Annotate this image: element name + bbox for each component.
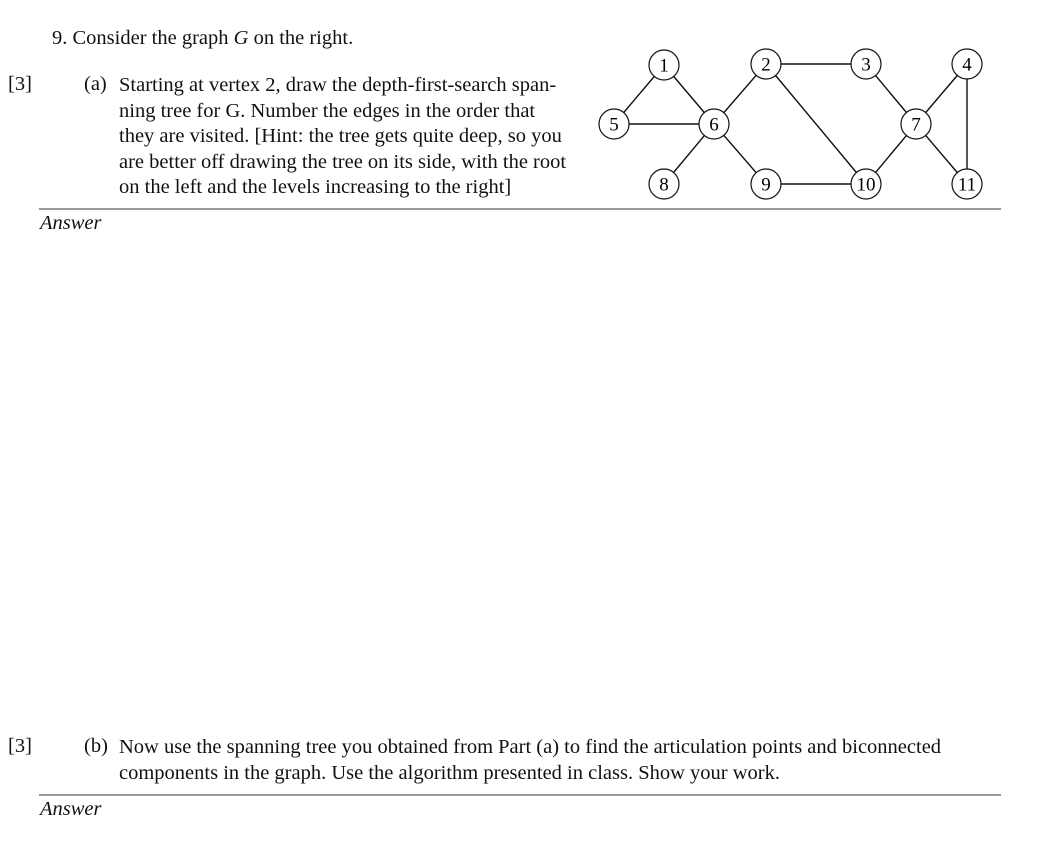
graph-vertex-7 [901, 109, 931, 139]
part-b-line: components in the graph. Use the algorithm presented in class. Show your work. [119, 761, 780, 784]
vertex-label: 11 [957, 174, 977, 196]
divider [39, 794, 1001, 796]
part-b-label: (b) [84, 735, 108, 757]
vertex-label: 4 [962, 54, 972, 76]
graph-figure [0, 0, 1058, 215]
part-a-line: they are visited. [Hint: the tree gets quite deep, so you [119, 125, 562, 147]
vertex-label: 3 [861, 54, 871, 76]
part-a-label: (a) [84, 73, 107, 95]
graph-vertex-11 [952, 169, 982, 199]
vertex-label: 5 [609, 114, 619, 136]
vertex-label: 10 [856, 174, 876, 196]
part-a-line: on the left and the levels increasing to the right] [119, 176, 512, 198]
part-b-line: Now use the spanning tree you obtained from Part (a) to find the articulation points and biconnected [119, 736, 942, 758]
part-a-line: ning tree for G. Number the edges in the order that [119, 99, 536, 122]
part-b-text [119, 735, 1001, 786]
graph-vertex-1 [649, 50, 679, 80]
graph-vertex-6 [699, 109, 729, 139]
graph-vertex-4 [952, 49, 982, 79]
vertex-label: 7 [911, 114, 921, 136]
graph-vertex-3 [851, 49, 881, 79]
part-a-line: Starting at vertex 2, draw the depth-first-search span- [119, 74, 557, 96]
graph-edge-2-10 [766, 64, 866, 184]
vertex-label: 2 [761, 54, 771, 76]
graph-variable: G [233, 27, 249, 49]
graph-vertex-9 [751, 169, 781, 199]
vertex-label: 6 [709, 114, 719, 136]
intro-text: Consider the graph [72, 27, 234, 49]
part-b-answer-label: Answer [40, 798, 102, 820]
part-a-answer-label: Answer [40, 212, 102, 234]
graph-vertex-5 [599, 109, 629, 139]
vertex-label: 8 [659, 174, 669, 196]
graph-vertex-8 [649, 169, 679, 199]
vertex-label: 1 [659, 55, 669, 77]
graph-vertex-10 [851, 169, 881, 199]
vertex-label: 9 [761, 174, 771, 196]
part-b-marks: [3] [8, 735, 32, 757]
part-a-marks: [3] [8, 73, 32, 95]
part-a-line: are better off drawing the tree on its side, with the root [119, 150, 567, 173]
divider [39, 208, 1001, 210]
question-number: 9. [52, 27, 68, 49]
graph-vertex-2 [751, 49, 781, 79]
intro-text-end: on the right. [248, 27, 354, 49]
